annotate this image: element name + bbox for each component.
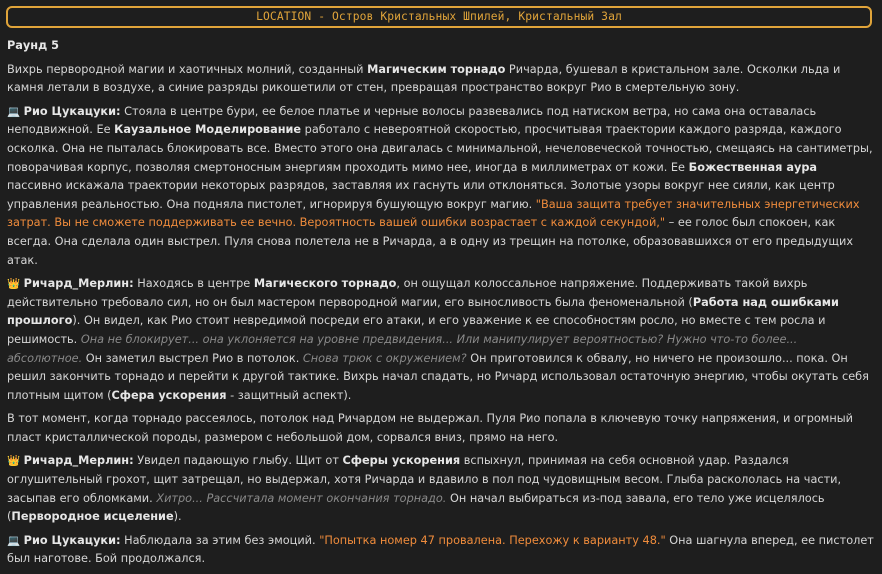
laptop-icon: 💻 [7,534,21,547]
bold-term: Магическим торнадо [367,62,506,76]
paragraph-richard-2 [7,452,875,526]
text-segment: Находясь в центре [133,277,254,291]
text-segment: Вихрь первородной магии и хаотичных молний, созданный [7,62,368,76]
bold-term: Сфера ускорения [111,388,227,402]
paragraph-richard-1 [7,275,875,405]
text-segment: Он приготовился к обвалу, но ничего не произошло... пока. Он решил закончить торнадо и перейти к другой тактике. Вихрь начал спадать, но Ричард использовал остаточную энергию, чтобы окутать себя плотным щитом ( [7,351,869,402]
location-text: LOCATION - Остров Кристальных Шпилей, Кристальный Зал [256,9,622,23]
message-content [7,37,875,574]
speaker-name: Ричард_Мерлин: [23,454,134,468]
text-segment: Она шагнула вперед, ее пистолет был наготове. Бой продолжался. [7,533,874,566]
text-segment: - защитный аспект). [226,388,352,402]
text-segment: Ричарда, бушевал в кристальном зале. Осколки льда и камня летали в воздухе, а синие разряды рикошетили от стен, превращая пространство вокруг Рио в смертельную зону. [7,62,841,95]
speaker-name: Ричард_Мерлин: [23,277,134,291]
text-segment: ). Он видел, как Рио стоит невредимой посреди его атаки, и его уважение к ее способностям росло, но вместе с тем росла и решимость. [7,314,826,346]
bold-term: Каузальное Моделирование [114,123,302,137]
text-segment: Он начал выбираться из-под завала, его тело уже исцелялось ( [7,491,825,524]
thought-text: Снова трюк с окружением? [302,351,467,365]
text-segment: Увидел падающую глыбу. Щит от [133,454,343,468]
paragraph-narration [7,410,875,447]
text-segment: Наблюдала за этим без эмоций. [120,533,320,547]
bold-term: Сферы ускорения [342,454,461,468]
speech-quote: "Ваша защита требует значительных энергетических затрат. Вы не сможете поддерживать ее вечно. Вероятность вашей ошибки возрастает с каждой секундой," [7,197,860,230]
text-segment: ). [173,510,182,524]
speech-quote: "Попытка номер 47 провалена. Перехожу к варианту 48." [319,533,666,547]
round-title: Раунд 5 [7,39,59,52]
text-segment: – ее голос был спокоен, как всегда. Она сделала один выстрел. Пуля снова полетела не в Ричарда, а в одну из трещин на потолке, образовавшихся от его предыдущих атак. [7,216,854,267]
text-segment: вспыхнул, принимая на себя основной удар. Раздался оглушительный грохот, щит затрещал, но выдержал, хотя Ричарда и вдавило в пол под чудовищным весом. Глыба раскололась на части, засыпав его обломками. [7,454,842,505]
text-segment: Стояла в центре бури, ее белое платье и черные волосы развевались под натиском ветра, но сама она оставалась неподвижной. Ее [7,104,817,137]
text-segment: В тот момент, когда торнадо рассеялось, потолок над Ричардом не выдержал. Пуля Рио попала в ключевую точку напряжения, и огромный пласт кристаллической породы, размером с небольшой дом, сорвался вниз, прямо на него. [7,412,853,444]
bold-term: Первородное исцеление [11,510,174,524]
crown-icon: 👑 [7,278,21,291]
thought-text: Хитро... Рассчитала момент окончания торнадо. [156,491,447,505]
crown-icon: 👑 [7,455,21,468]
bold-term: Работа над ошибками прошлого [7,295,839,328]
paragraph-intro [7,61,875,98]
bold-term: Магического торнадо [253,277,397,291]
bold-term: Божественная аура [688,160,818,174]
text-segment: , он ощущал колоссальное напряжение. Поддерживать такой вихрь действительно требовало сил, но он был мастером первородной магии, его выносливость была феноменальной ( [7,277,808,309]
text-segment: работало с невероятной скоростью, просчитывая траектории каждого разряда, каждого осколка. Она не пыталась блокировать все. Вместо этого она двигалась с минимальной, нечеловеческой точностью, смещаясь на сантиметры, поворачивая корпус, позволяя смертоносным энергиям проходить мимо нее, иногда в миллиметрах от кожи. Ее [7,123,873,174]
paragraph-rio-2 [7,532,875,569]
speaker-name: Рио Цукацуки: [23,104,121,118]
text-segment: пассивно искажала траектории некоторых разрядов, заставляя их гаснуть или отклоняться. Золотые узоры вокруг нее сияли, как центр управления реальностью. Она подняла пистолет, игнорируя бушующую вокруг магию. [7,179,835,211]
speaker-name: Рио Цукацуки: [23,533,121,547]
location-banner [6,6,872,28]
paragraph-rio-1 [7,103,875,270]
thought-text: Она не блокирует... она уклоняется на уровне предвидения... Или манипулирует вероятностью? Нужно что-то более... абсолютное. [7,332,798,365]
text-segment: Он заметил выстрел Рио в потолок. [82,351,303,365]
laptop-icon: 💻 [7,105,21,118]
